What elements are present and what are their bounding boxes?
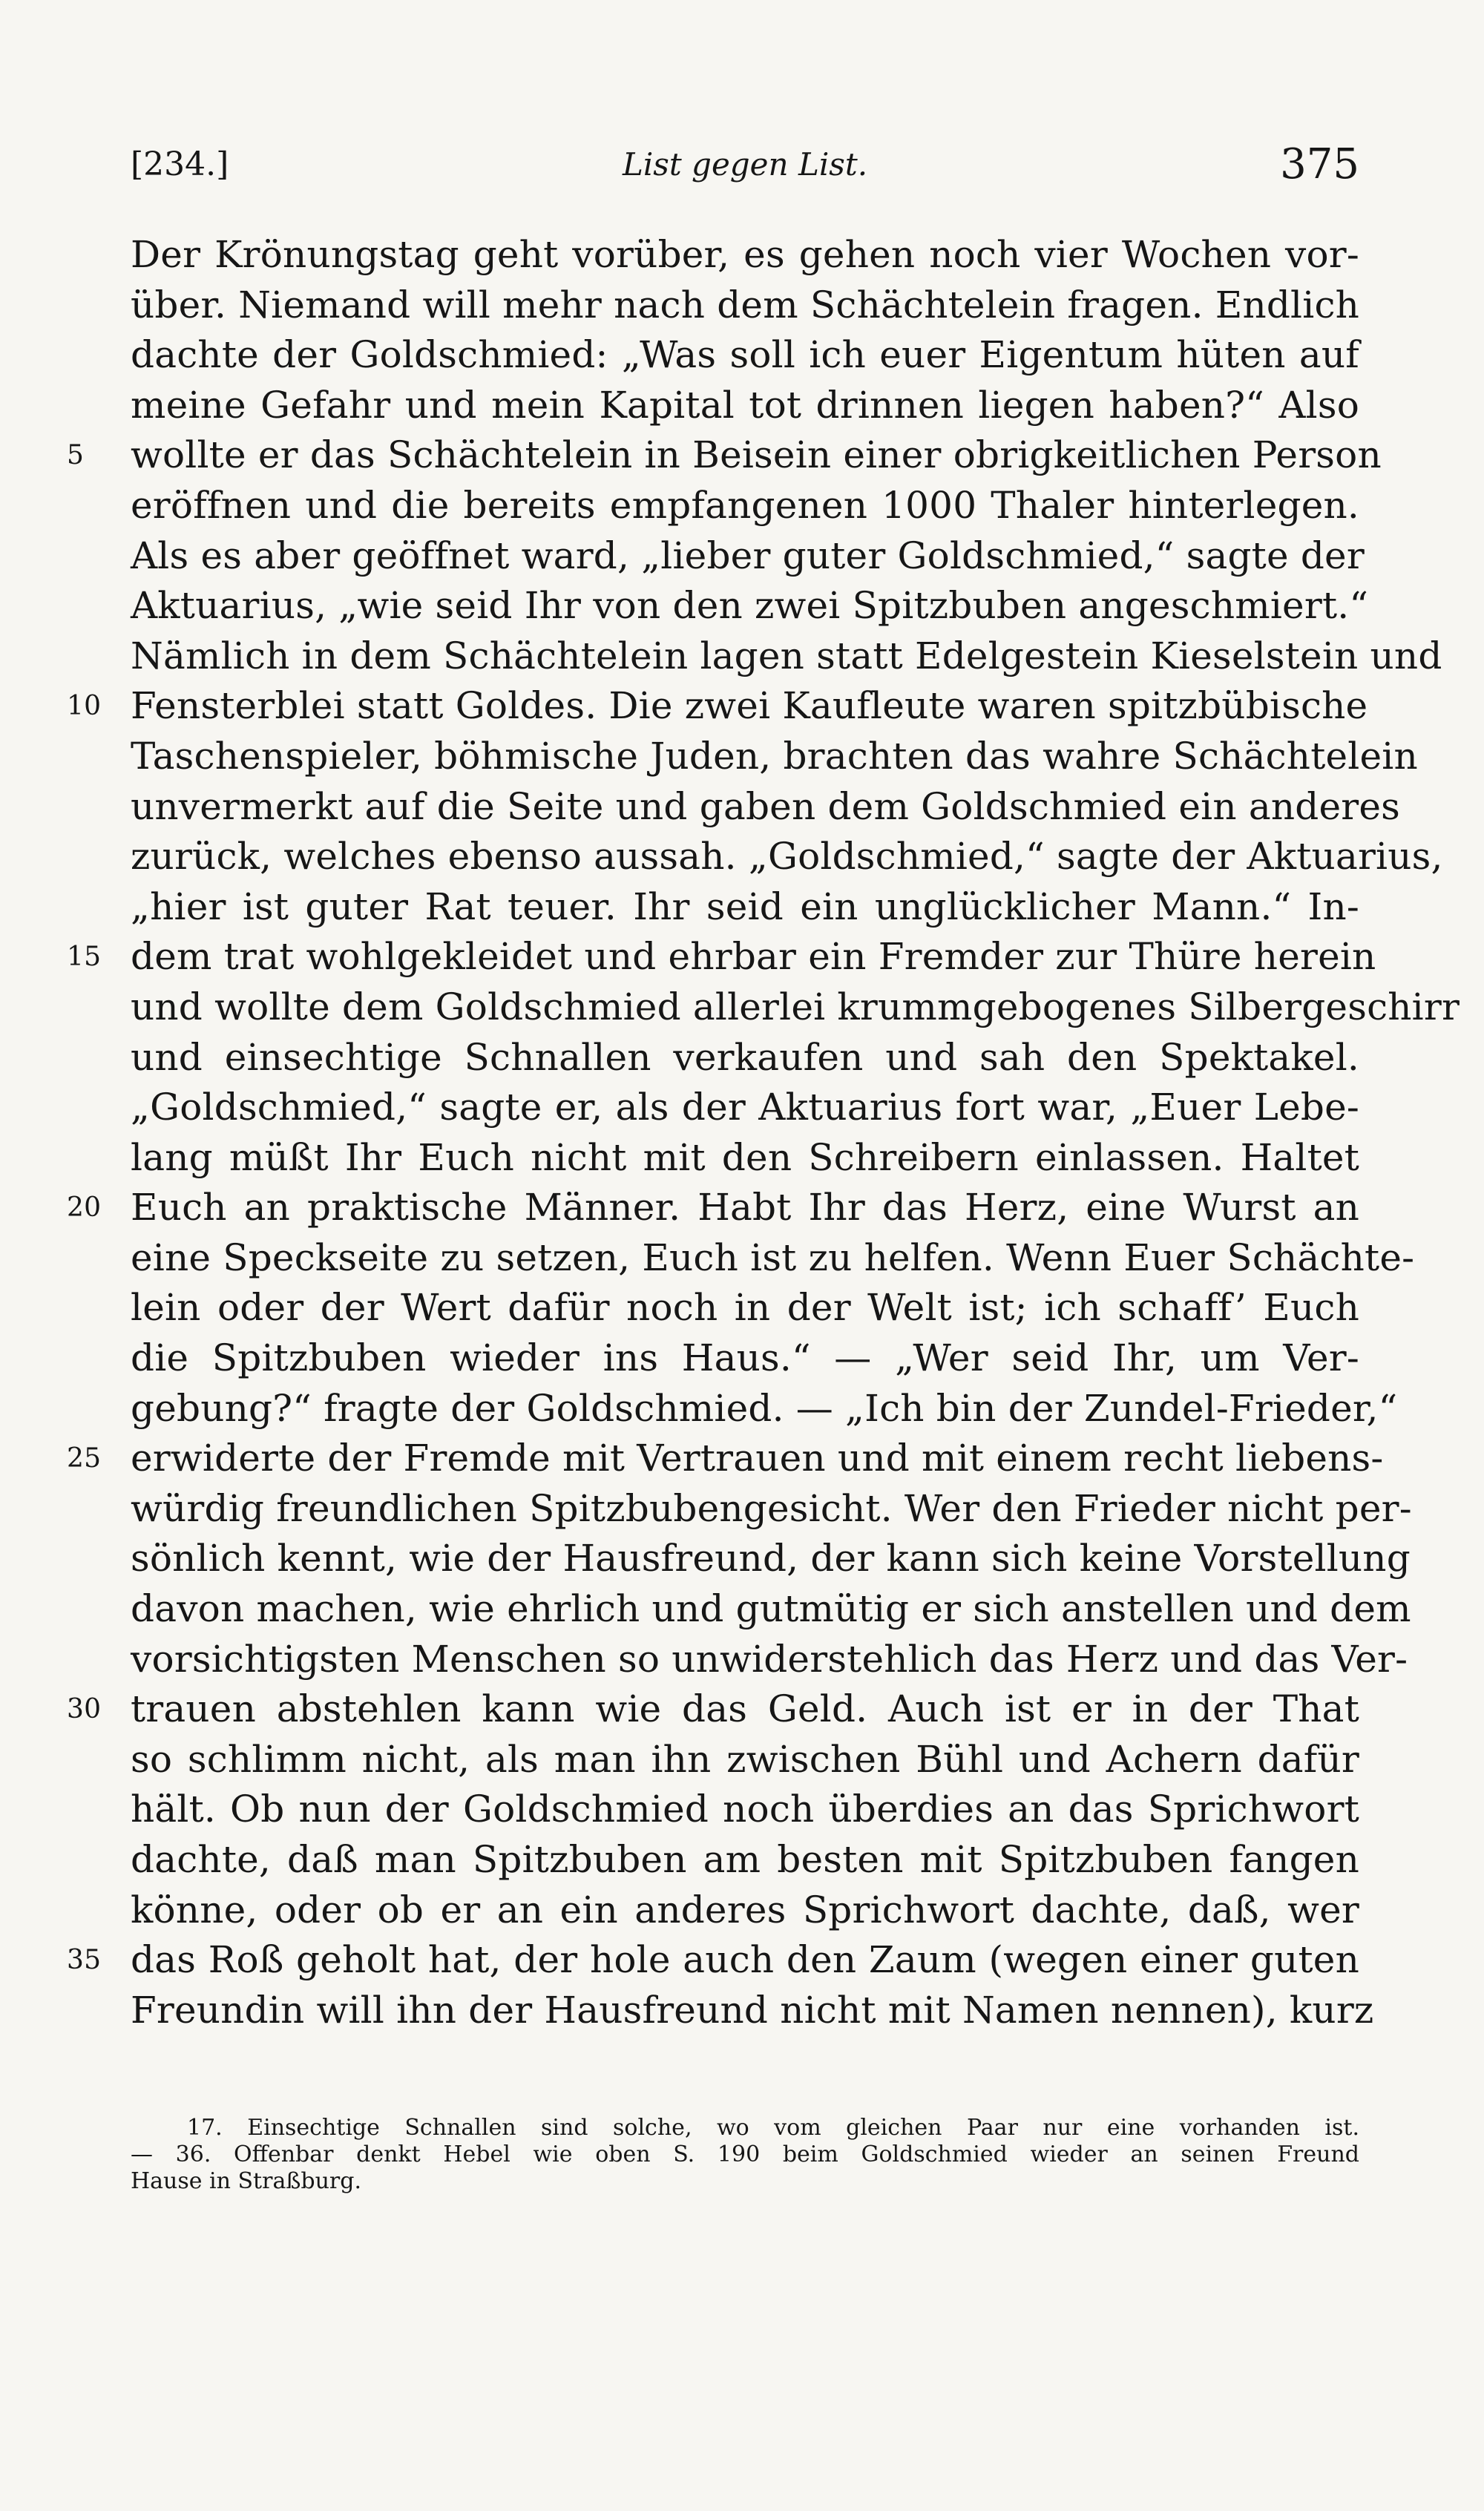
text-line <box>131 1986 1374 2036</box>
text-line <box>67 681 1368 732</box>
text-line <box>131 581 1369 631</box>
text-line <box>131 1785 1359 1835</box>
line-number: 10 <box>67 691 102 722</box>
line-text: und einsechtige Schnallen verkaufen und sah den Spektakel. <box>131 1035 1359 1079</box>
line-text: könne, oder ob er an ein anderes Sprichwort dachte, daß, wer <box>131 1888 1359 1931</box>
line-text: Taschenspieler, böhmische Juden, brachten das wahre Schächtelein <box>131 734 1418 778</box>
text-line <box>131 1484 1412 1534</box>
page-reference: [234.] <box>131 145 229 183</box>
line-text: unvermerkt auf die Seite und gaben dem Goldschmied ein anderes <box>131 784 1400 828</box>
text-line <box>131 1083 1359 1133</box>
text-line <box>131 280 1359 331</box>
footnote-line: Hause in Straßburg. <box>131 2168 361 2194</box>
text-line <box>67 932 1376 982</box>
line-text: würdig freundlichen Spitzbubengesicht. Wer den Frieder nicht per- <box>131 1486 1412 1530</box>
text-line <box>131 1835 1359 1885</box>
text-line <box>131 1534 1411 1584</box>
line-text: eine Speckseite zu setzen, Euch ist zu helfen. Wenn Euer Schächte- <box>131 1235 1415 1279</box>
line-text: die Spitzbuben wieder ins Haus.“ — „Wer seid Ihr, um Ver- <box>131 1336 1359 1380</box>
line-number: 30 <box>67 1694 102 1725</box>
line-text: und wollte dem Goldschmied allerlei krummgebogenes Silbergeschirr <box>131 985 1460 1028</box>
text-line <box>131 1233 1415 1284</box>
line-text: trauen abstehlen kann wie das Geld. Auch ist er in der That <box>131 1687 1359 1731</box>
line-text: lang müßt Ihr Euch nicht mit den Schreibern einlassen. Haltet <box>131 1135 1359 1179</box>
text-line <box>131 782 1400 833</box>
line-text: dem trat wohlgekleidet und ehrbar ein Fremder zur Thüre herein <box>131 935 1376 979</box>
text-line <box>131 832 1443 882</box>
line-number: 15 <box>67 942 102 973</box>
text-line <box>131 982 1460 1033</box>
line-text: lein oder der Wert dafür noch in der Welt ist; ich schaff’ Euch <box>131 1286 1359 1330</box>
line-text: erwiderte der Fremde mit Vertrauen und mit einem recht liebens- <box>131 1437 1384 1480</box>
line-text: „hier ist guter Rat teuer. Ihr seid ein unglücklicher Mann.“ In- <box>131 884 1359 928</box>
running-title: List gegen List. <box>622 146 868 183</box>
body-text <box>67 230 1460 2035</box>
text-line <box>131 882 1359 933</box>
line-text: hält. Ob nun der Goldschmied noch überdies an das Sprichwort <box>131 1788 1359 1831</box>
text-line <box>131 1283 1359 1333</box>
line-number: 5 <box>67 440 85 471</box>
line-text: Freundin will ihn der Hausfreund nicht mit Namen nennen), kurz <box>131 1988 1374 2032</box>
text-line <box>131 1033 1359 1083</box>
text-line <box>131 1635 1408 1685</box>
page-number: 375 <box>1280 140 1359 188</box>
line-text: Der Krönungstag geht vorüber, es gehen noch vier Wochen vor- <box>131 233 1359 276</box>
line-text: wollte er das Schächtelein in Beisein einer obrigkeitlichen Person <box>131 433 1382 477</box>
text-line <box>131 1333 1359 1384</box>
line-text: Fensterblei statt Goldes. Die zwei Kaufleute waren spitzbübische <box>131 684 1368 728</box>
line-number: 35 <box>67 1945 102 1976</box>
line-text: „Goldschmied,“ sagte er, als der Aktuarius fort war, „Euer Lebe- <box>131 1086 1359 1129</box>
line-text: vorsichtigsten Menschen so unwiderstehlich das Herz und das Ver- <box>131 1637 1408 1681</box>
text-line <box>131 330 1359 381</box>
text-line <box>131 1885 1359 1936</box>
line-text: über. Niemand will mehr nach dem Schächtelein fragen. Endlich <box>131 283 1360 326</box>
text-line <box>131 230 1359 280</box>
line-text: Aktuarius, „wie seid Ihr von den zwei Spitzbuben angeschmiert.“ <box>131 584 1369 628</box>
footnotes <box>131 2115 1359 2195</box>
line-number: 20 <box>67 1192 102 1224</box>
line-text: so schlimm nicht, als man ihn zwischen Bühl und Achern dafür <box>131 1737 1359 1781</box>
text-line <box>131 1133 1359 1184</box>
line-text: meine Gefahr und mein Kapital tot drinnen liegen haben?“ Also <box>131 383 1359 427</box>
line-text: davon machen, wie ehrlich und gutmütig er sich anstellen und dem <box>131 1587 1411 1631</box>
line-text: dachte der Goldschmied: „Was soll ich euer Eigentum hüten auf <box>131 333 1359 377</box>
line-text: dachte, daß man Spitzbuben am besten mit Spitzbuben fangen <box>131 1838 1359 1881</box>
text-line <box>131 631 1442 682</box>
text-line <box>67 1935 1359 1986</box>
text-line <box>131 1584 1411 1635</box>
line-text: gebung?“ fragte der Goldschmied. — „Ich bin der Zundel-Frieder,“ <box>131 1386 1398 1430</box>
text-line <box>131 481 1359 531</box>
text-line <box>67 1684 1359 1735</box>
line-number: 25 <box>67 1443 102 1474</box>
line-text: das Roß geholt hat, der hole auch den Zaum (wegen einer guten <box>131 1938 1359 1982</box>
text-line <box>67 1183 1359 1233</box>
line-text: zurück, welches ebenso aussah. „Goldschmied,“ sagte der Aktuarius, <box>131 835 1443 879</box>
line-text: Euch an praktische Männer. Habt Ihr das Herz, eine Wurst an <box>131 1186 1359 1230</box>
page-header <box>131 142 1359 194</box>
footnote-line: — 36. Offenbar denkt Hebel wie oben S. 190 beim Goldschmied wieder an seinen Freund <box>131 2141 1359 2167</box>
footnote-line: 17. Einsechtige Schnallen sind solche, wo vom gleichen Paar nur eine vorhanden ist. <box>187 2115 1359 2141</box>
line-text: sönlich kennt, wie der Hausfreund, der kann sich keine Vorstellung <box>131 1537 1411 1581</box>
text-line <box>131 381 1359 431</box>
text-line <box>131 1384 1398 1434</box>
text-line <box>67 1434 1384 1484</box>
text-line <box>131 1735 1359 1785</box>
line-text: Als es aber geöffnet ward, „lieber guter Goldschmied,“ sagte der <box>131 534 1365 577</box>
text-line <box>67 430 1382 481</box>
text-line <box>131 531 1365 582</box>
line-text: Nämlich in dem Schächtelein lagen statt Edelgestein Kieselstein und <box>131 634 1442 677</box>
text-line <box>131 732 1418 782</box>
line-text: eröffnen und die bereits empfangenen 1000 Thaler hinterlegen. <box>131 483 1359 527</box>
